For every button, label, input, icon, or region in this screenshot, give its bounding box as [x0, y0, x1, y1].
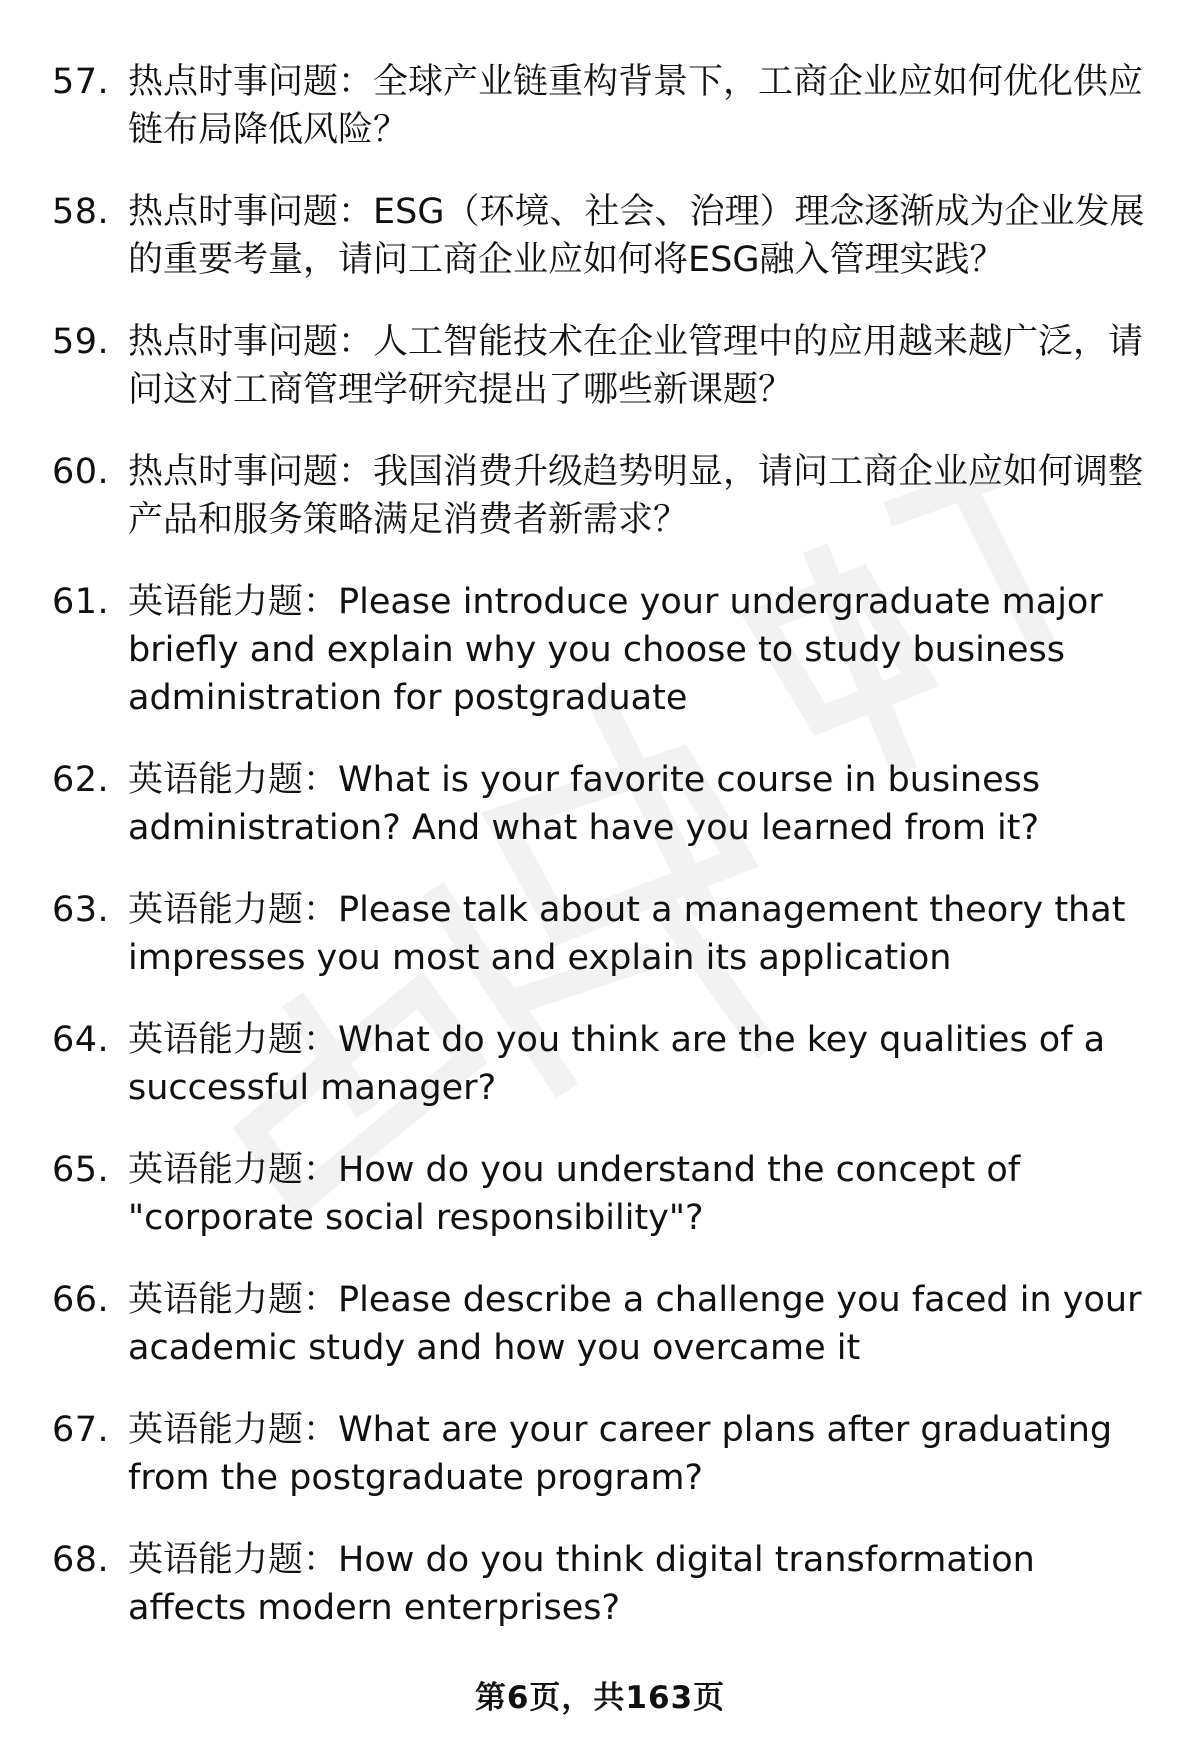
question-item-57	[52, 58, 1152, 154]
question-item-58	[52, 188, 1152, 284]
question-text: 英语能力题：What is your favorite course in business administration? And what have you learned from it?	[128, 760, 1041, 848]
question-item-63	[52, 886, 1152, 982]
question-text: 热点时事问题：全球产业链重构背景下，工商企业应如何优化供应链布局降低风险？	[128, 62, 1144, 150]
question-item-67	[52, 1406, 1152, 1502]
question-number: 68.	[52, 1540, 110, 1580]
question-number: 59.	[52, 322, 110, 362]
question-item-60	[52, 448, 1152, 544]
question-number: 67.	[52, 1410, 110, 1450]
question-item-68	[52, 1536, 1152, 1632]
question-number: 64.	[52, 1020, 110, 1060]
question-number: 63.	[52, 890, 110, 930]
question-number: 60.	[52, 452, 110, 492]
question-item-61	[52, 578, 1152, 722]
question-text: 英语能力题：Please talk about a management theory that impresses you most and explain its application	[128, 890, 1126, 978]
question-item-62	[52, 756, 1152, 852]
page-footer: 第6页，共163页	[474, 1680, 726, 1716]
question-item-59	[52, 318, 1152, 414]
question-text: 英语能力题：What are your career plans after graduating from the postgraduate program?	[128, 1410, 1113, 1498]
question-text: 英语能力题：How do you understand the concept of "corporate social responsibility"?	[128, 1150, 1021, 1238]
question-number: 62.	[52, 760, 110, 800]
question-number: 58.	[52, 192, 110, 232]
question-text: 热点时事问题：人工智能技术在企业管理中的应用越来越广泛，请问这对工商管理学研究提出了哪些新课题？	[128, 322, 1144, 410]
question-item-65	[52, 1146, 1152, 1242]
question-text: 英语能力题：What do you think are the key qualities of a successful manager?	[128, 1020, 1106, 1108]
question-number: 57.	[52, 62, 110, 102]
question-list	[52, 58, 1152, 1666]
question-number: 66.	[52, 1280, 110, 1320]
question-text: 英语能力题：How do you think digital transformation affects modern enterprises?	[128, 1540, 1035, 1628]
question-text: 热点时事问题：ESG（环境、社会、治理）理念逐渐成为企业发展的重要考量，请问工商企业应如何将ESG融入管理实践？	[128, 192, 1145, 280]
question-item-64	[52, 1016, 1152, 1112]
question-number: 61.	[52, 582, 110, 622]
question-number: 65.	[52, 1150, 110, 1190]
question-text: 英语能力题：Please introduce your undergraduate major briefly and explain why you choose to study business administration for postgraduate	[128, 582, 1103, 718]
question-text: 英语能力题：Please describe a challenge you faced in your academic study and how you overcame it	[128, 1280, 1142, 1368]
question-item-66	[52, 1276, 1152, 1372]
question-text: 热点时事问题：我国消费升级趋势明显，请问工商企业应如何调整产品和服务策略满足消费者新需求？	[128, 452, 1144, 540]
